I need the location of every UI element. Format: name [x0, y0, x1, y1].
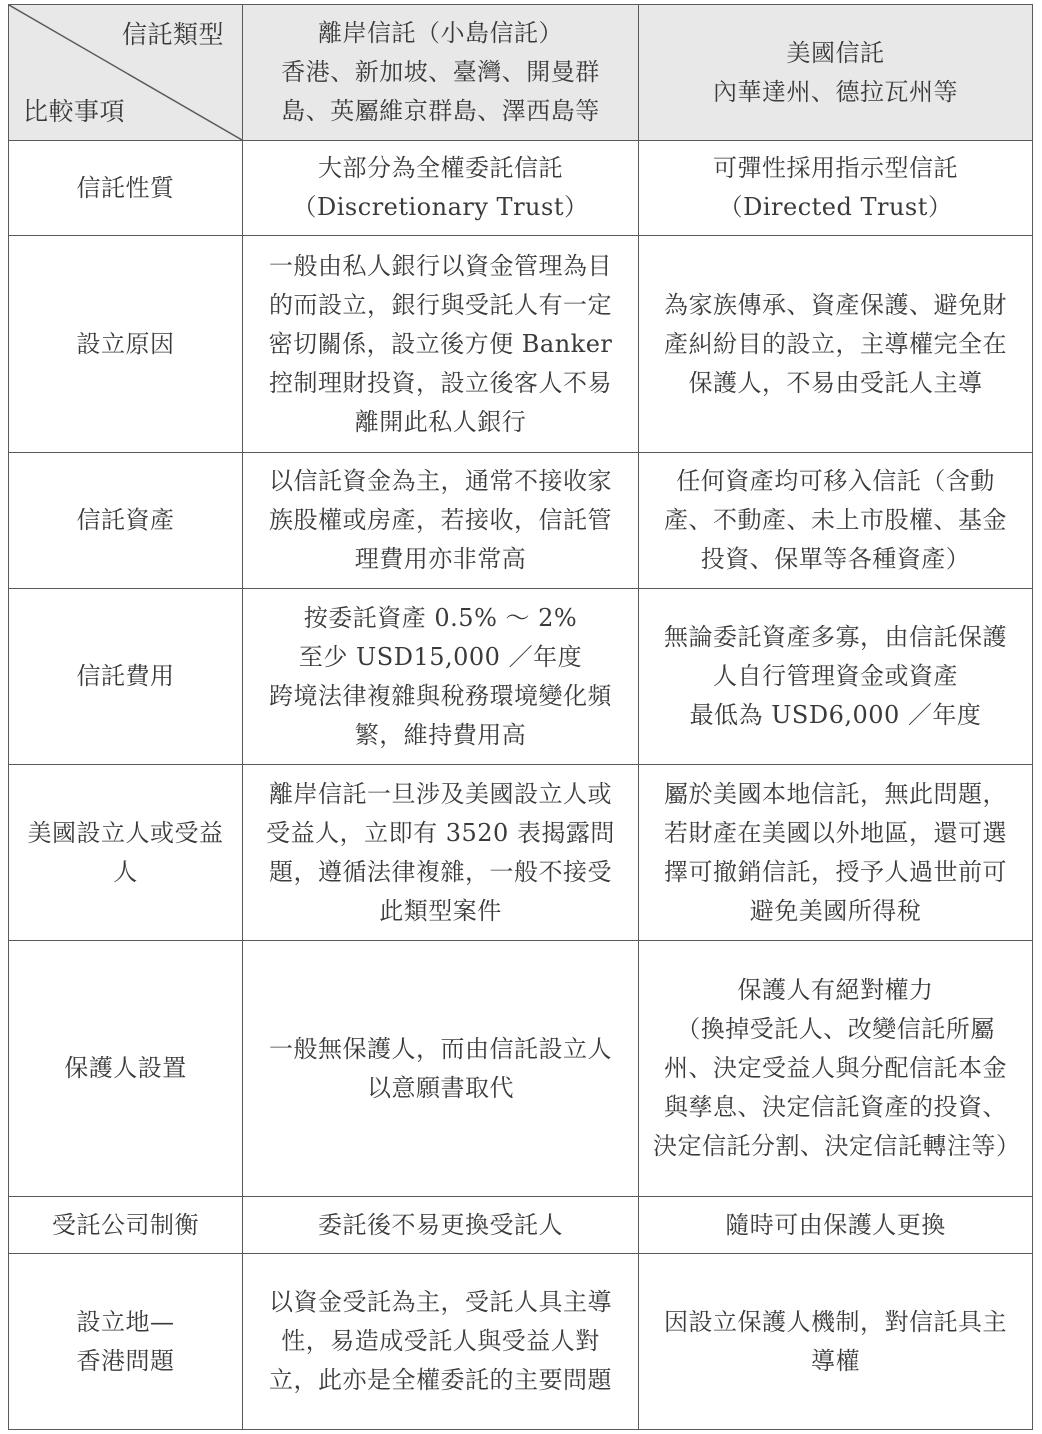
offshore-cell: 以資金受託為主，受託人具主導性，易造成受託人與受益人對立，此亦是全權委託的主要問題	[243, 1254, 639, 1430]
us-cell: 為家族傳承、資產保護、避免財產糾紛目的設立，主導權完全在保護人，不易由受託人主導	[639, 236, 1033, 453]
table-row-protector-setup	[9, 941, 1033, 1197]
offshore-cell: 委託後不易更換受託人	[243, 1197, 639, 1254]
column-header-line: 美國信託	[786, 38, 885, 67]
us-cell: 保護人有絕對權力 （換掉受託人、改變信託所屬州、決定受益人與分配信託本金與孳息、決定信託資產的投資、決定信託分割、決定信託轉注等）	[639, 941, 1033, 1197]
column-header-line: 內華達州、德拉瓦州等	[713, 77, 958, 106]
us-cell: 隨時可由保護人更換	[639, 1197, 1033, 1254]
us-cell: 因設立保護人機制，對信託具主導權	[639, 1254, 1033, 1430]
us-cell: 可彈性採用指示型信託 （Directed Trust）	[639, 141, 1033, 236]
corner-label-trust-type: 信託類型	[121, 20, 224, 49]
column-header-line: 島、英屬維京群島、澤西島等	[281, 97, 600, 125]
offshore-cell: 離岸信託一旦涉及美國設立人或受益人，立即有 3520 表揭露問題，遵循法律複雜，一般不接受此類型案件	[243, 765, 639, 941]
row-label: 保護人設置	[9, 941, 243, 1197]
table-row-trust-nature	[9, 141, 1033, 236]
table-row-trust-assets	[9, 453, 1033, 589]
corner-header-cell	[9, 5, 243, 141]
comparison-table-wrapper	[8, 4, 1033, 1430]
column-header-line: 香港、新加坡、臺灣、開曼群	[281, 58, 600, 86]
row-label: 受託公司制衡	[9, 1197, 243, 1254]
table-row-hong-kong-issue	[9, 1254, 1033, 1430]
table-row-trust-fees	[9, 589, 1033, 765]
table-row-establishment-reason	[9, 236, 1033, 453]
offshore-cell: 按委託資產 0.5% ～ 2% 至少 USD15,000 ／年度 跨境法律複雜與稅務環境變化頻繁，維持費用高	[243, 589, 639, 765]
corner-label-comparison-items: 比較事項	[23, 97, 126, 126]
column-header-line: 離岸信託（小島信託）	[318, 19, 563, 47]
header-row	[9, 5, 1033, 141]
us-cell: 任何資產均可移入信託（含動產、不動產、未上市股權、基金投資、保單等各種資產）	[639, 453, 1033, 589]
offshore-cell: 大部分為全權委託信託 （Discretionary Trust）	[243, 141, 639, 236]
us-cell: 無論委託資產多寡，由信託保護人自行管理資金或資產 最低為 USD6,000 ／年度	[639, 589, 1033, 765]
column-header-us-trust	[639, 5, 1033, 141]
offshore-cell: 一般無保護人，而由信託設立人以意願書取代	[243, 941, 639, 1197]
row-label: 設立地— 香港問題	[9, 1254, 243, 1430]
row-label: 信託資產	[9, 453, 243, 589]
row-label: 設立原因	[9, 236, 243, 453]
row-label: 信託費用	[9, 589, 243, 765]
trust-comparison-table	[8, 4, 1033, 1430]
us-cell: 屬於美國本地信託，無此問題，若財產在美國以外地區，還可選擇可撤銷信託，授予人過世前可避免美國所得稅	[639, 765, 1033, 941]
column-header-offshore-trust	[243, 5, 639, 141]
table-row-us-settlor-beneficiary	[9, 765, 1033, 941]
row-label: 信託性質	[9, 141, 243, 236]
table-row-trustee-checks	[9, 1197, 1033, 1254]
offshore-cell: 以信託資金為主，通常不接收家族股權或房產，若接收，信託管理費用亦非常高	[243, 453, 639, 589]
offshore-cell: 一般由私人銀行以資金管理為目的而設立，銀行與受託人有一定密切關係，設立後方便 Banker 控制理財投資，設立後客人不易離開此私人銀行	[243, 236, 639, 453]
row-label: 美國設立人或受益人	[9, 765, 243, 941]
